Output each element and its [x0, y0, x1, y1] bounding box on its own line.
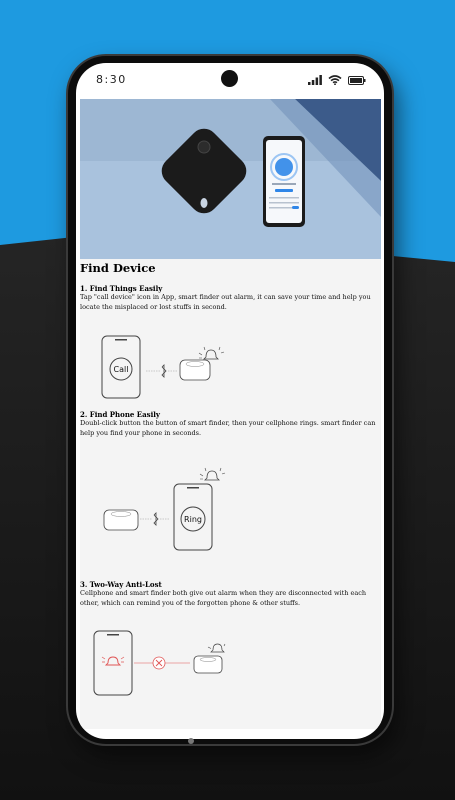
battery-icon: [348, 76, 366, 85]
alarm-bell-icon: [200, 468, 225, 480]
home-indicator: [188, 738, 194, 744]
page-content[interactable]: [80, 99, 381, 729]
section-text-find-things: Tap "call device" icon in App, smart finder out alarm, it can save your time and help you locate the misplaced or lost stuffs in second.: [80, 293, 371, 311]
phone-screen: [76, 63, 384, 739]
status-bar: [76, 63, 384, 99]
call-label: Call: [113, 365, 129, 374]
alarm-bell-icon: [208, 644, 225, 652]
bluetooth-icon: [146, 365, 178, 377]
smart-tag-outline-icon: [104, 510, 138, 530]
status-time: 8:30: [96, 73, 127, 86]
ring-label: Ring: [184, 515, 202, 524]
wifi-icon: [328, 75, 342, 85]
smart-tag-outline-icon: [194, 656, 222, 673]
smart-tag-outline-icon: [180, 360, 210, 380]
anti-lost-diagram: [80, 623, 381, 698]
bluetooth-icon: [140, 513, 170, 525]
section-text-anti-lost: Cellphone and smart finder both give out alarm when they are disconnected with each other, which can remind you of the forgotten phone & other stuffs.: [80, 589, 367, 607]
section-heading-anti-lost: 3. Two-Way Anti-Lost: [80, 580, 162, 589]
signal-icon: [308, 75, 322, 85]
hero-banner: [80, 99, 381, 259]
find-phone-diagram: [80, 464, 381, 559]
disconnect-x-icon: [153, 657, 165, 669]
front-camera: [221, 70, 238, 87]
section-heading-find-phone: 2. Find Phone Easily: [80, 410, 160, 419]
alarm-bell-icon: [199, 347, 224, 359]
find-things-diagram: [80, 331, 381, 401]
section-text-find-phone: Doubl-click button the button of smart finder, then your cellphone rings. smart finder can help you find your phone in seconds.: [80, 419, 376, 437]
app-phone-image: [263, 136, 305, 227]
phone-outline-icon: [94, 631, 132, 695]
page-title: Find Device: [80, 261, 156, 275]
section-heading-find-things: 1. Find Things Easily: [80, 284, 163, 293]
phone-alarm-icon: [102, 657, 124, 665]
